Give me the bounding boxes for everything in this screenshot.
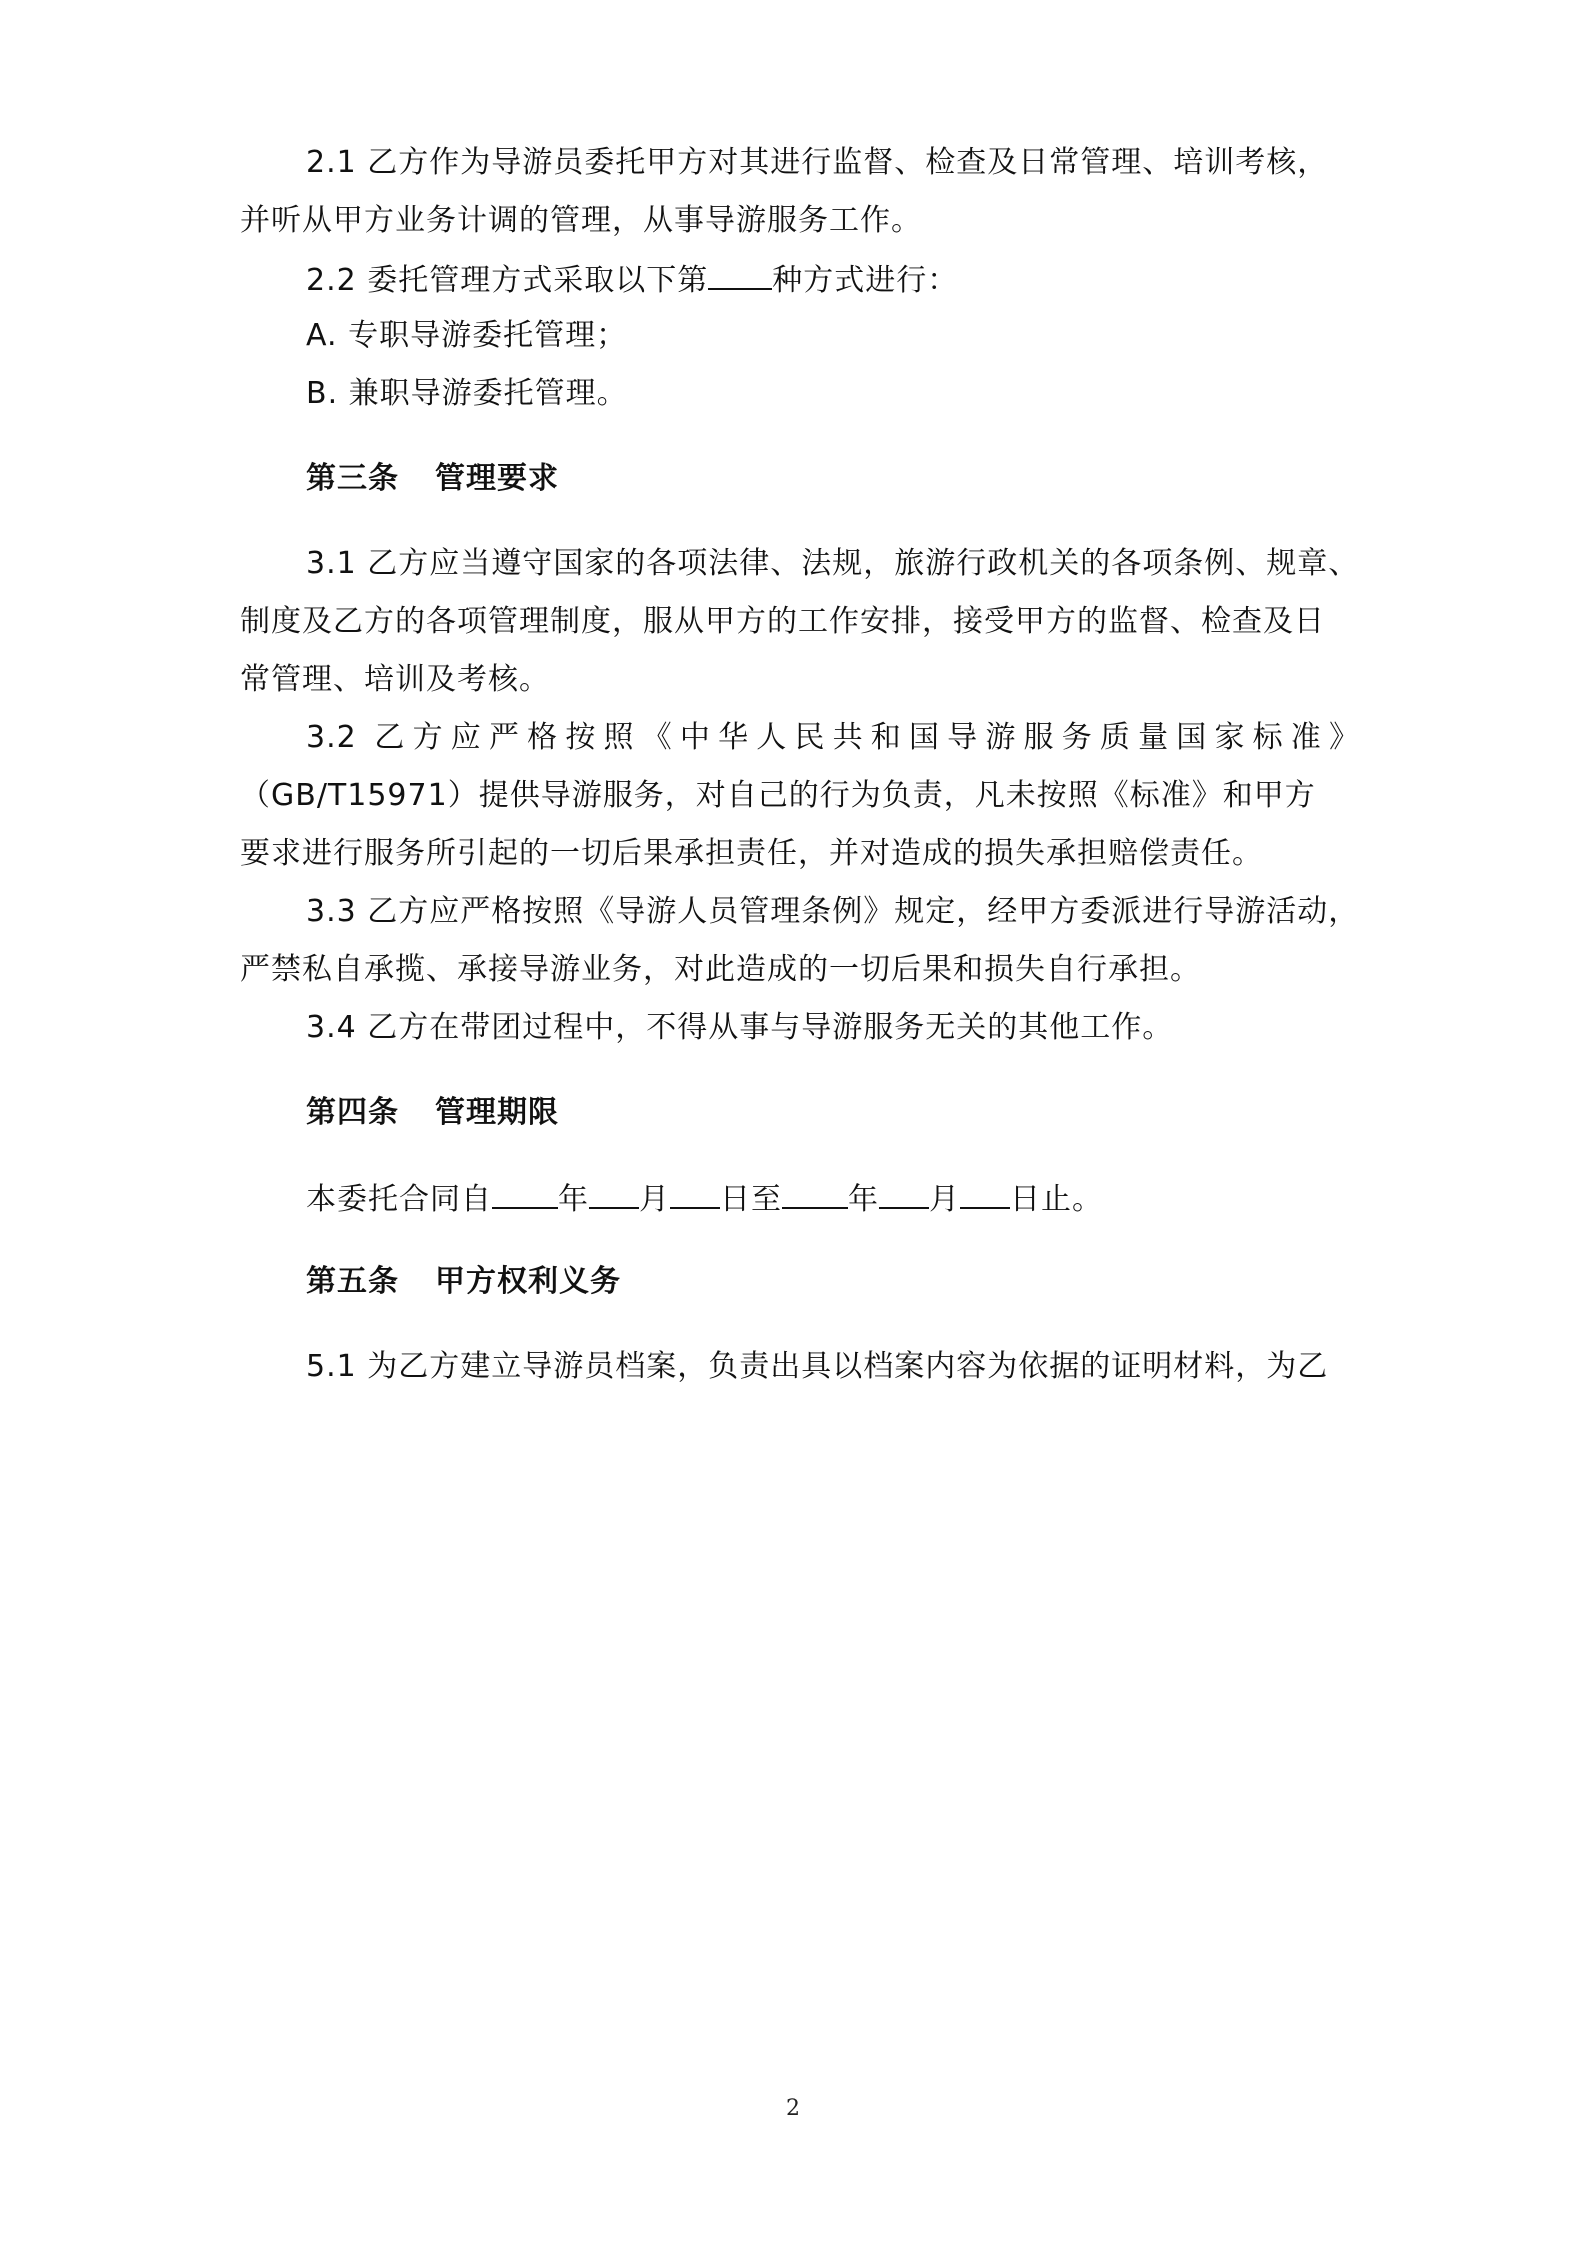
blank-field-end-day[interactable] [960, 1177, 1010, 1209]
clause-2-1-line-1: 2.1 乙方作为导游员委托甲方对其进行监督、检查及日常管理、培训考核， [306, 145, 1329, 180]
heading-article-4-title: 管理期限 [435, 1095, 559, 1130]
blank-field-start-year[interactable] [492, 1177, 558, 1209]
clause-2-1-line-2: 并听从甲方业务计调的管理，从事导游服务工作。 [240, 203, 922, 238]
option-a: A. 专职导游委托管理； [306, 318, 628, 353]
contract-term [306, 1177, 1426, 1220]
term-end-label: 日止。 [1010, 1182, 1103, 1217]
heading-article-4 [306, 1093, 1426, 1133]
term-month2-label: 月 [929, 1182, 960, 1217]
clause-2-2-text-before: 2.2 委托管理方式采取以下第 [306, 263, 709, 298]
term-month-label: 月 [639, 1182, 670, 1217]
clause-3-2-line-1: 3.2 乙方应严格按照《中华人民共和国导游服务质量国家标准》 [306, 720, 1360, 755]
heading-article-5 [306, 1262, 1426, 1302]
option-b: B. 兼职导游委托管理。 [306, 376, 628, 411]
blank-field-start-day[interactable] [670, 1177, 720, 1209]
clause-3-2-line-2: （GB/T15971）提供导游服务，对自己的行为负责，凡未按照《标准》和甲方 [240, 778, 1316, 813]
heading-article-3 [306, 459, 1426, 499]
clause-3-1-line-3: 常管理、培训及考核。 [240, 662, 550, 697]
clause-2-2-text-after: 种方式进行： [772, 263, 959, 298]
clause-3-2-line-3: 要求进行服务所引起的一切后果承担责任，并对造成的损失承担赔偿责任。 [240, 836, 1263, 871]
clause-3-3-line-1: 3.3 乙方应严格按照《导游人员管理条例》规定，经甲方委派进行导游活动， [306, 894, 1360, 929]
blank-field-option[interactable] [708, 258, 772, 290]
term-day-to-label: 日至 [720, 1182, 782, 1217]
blank-field-end-year[interactable] [782, 1177, 848, 1209]
heading-article-3-number: 第三条 [306, 461, 399, 496]
heading-article-5-number: 第五条 [306, 1264, 399, 1299]
clause-5-1-line-1: 5.1 为乙方建立导游员档案，负责出具以档案内容为依据的证明材料，为乙 [306, 1349, 1329, 1384]
heading-article-5-title: 甲方权利义务 [435, 1264, 621, 1299]
blank-field-end-month[interactable] [879, 1177, 929, 1209]
term-prefix: 本委托合同自 [306, 1182, 492, 1217]
clause-3-1-line-2: 制度及乙方的各项管理制度，服从甲方的工作安排，接受甲方的监督、检查及日 [240, 604, 1325, 639]
clause-3-3-line-2: 严禁私自承揽、承接导游业务，对此造成的一切后果和损失自行承担。 [240, 952, 1201, 987]
blank-field-start-month[interactable] [589, 1177, 639, 1209]
heading-article-4-number: 第四条 [306, 1095, 399, 1130]
clause-3-1-line-1: 3.1 乙方应当遵守国家的各项法律、法规，旅游行政机关的各项条例、规章、 [306, 546, 1360, 581]
term-year-label: 年 [558, 1182, 589, 1217]
clause-3-4: 3.4 乙方在带团过程中，不得从事与导游服务无关的其他工作。 [306, 1010, 1174, 1045]
heading-article-3-title: 管理要求 [435, 461, 559, 496]
term-year2-label: 年 [848, 1182, 879, 1217]
clause-2-2 [306, 258, 1426, 301]
page-number: 2 [786, 2096, 800, 2121]
